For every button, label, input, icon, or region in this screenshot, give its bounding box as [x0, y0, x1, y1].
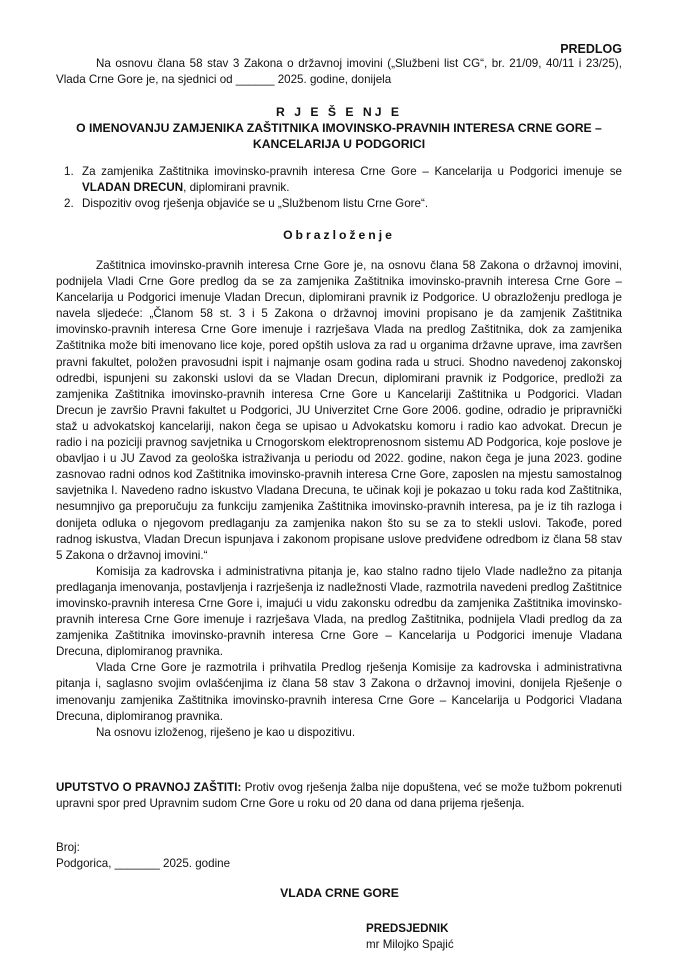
draft-label: PREDLOG	[560, 42, 622, 56]
item-text: Za zamjenika Zaštitnika imovinsko-pravnih interesa Crne Gore – Kancelarija u Podgorici imenuje se VLADAN DRECUN, diplomirani pravnik.	[82, 165, 622, 194]
reasoning-paragraph: Komisija za kadrovska i administrativna pitanja je, kao stalno radno tijelo Vlade nadležno za pitanja predlaganja imenovanja, postavljenja i razrješenja iz nadležnosti Vlade, razmotrila navedeni predlog Zaštitnice imovinsko-pravnih interesa Crne Gore i, imajući u vidu zakonsku odredbu da zamjenika Zaštitnika imovinsko-pravnih interesa Crne Gore imenuje i razrješava Vlada, na predlog Zaštitnika, podnijela Vladi predlog da za zamjenika Zaštitnika imovinsko-pravnih interesa Crne Gore – Kancelarija u Podgorici imenuje Vladana Drecuna, diplomiranog pravnika.	[56, 564, 622, 659]
reasoning-body	[56, 258, 622, 741]
signatory-role: PREDSJEDNIK	[366, 922, 449, 935]
reasoning-heading: Obrazloženje	[283, 228, 395, 242]
intro-paragraph: Na osnovu člana 58 stav 3 Zakona o državnoj imovini („Službeni list CG“, br. 21/09, 40/11 i 23/25), Vlada Crne Gore je, na sjednici od ______ 2025. godine, donijela	[56, 57, 622, 86]
item-number: 1.	[64, 165, 74, 178]
signatory-name: mr Milojko Spajić	[366, 938, 454, 951]
reasoning-paragraph: Zaštitnica imovinsko-pravnih interesa Crne Gore je, na osnovu člana 58 Zakona o državnoj imovini, podnijela Vladi Crne Gore predlog da se za zamjenika Zaštitnika imovinsko-pravnih interesa Crne Gore – Kancelarija u Podgorici imenuje Vladan Drecun, diplomirani pravnik iz Podgorice. U obrazloženju predloga je navela sljedeće: „Članom 58 st. 3 i 5 Zakona o državnoj imovini propisano je da zamjenik Zaštitnika imovinsko-pravnih interesa Crne Gore imenuje i razrješava Vlada na predlog Zaštitnika, dok za zamjenika Zaštitnika može biti imenovano lice koje, pored opštih uslova za rad u organima državne uprave, ima završen pravni fakultet, položen pravosudni ispit i najmanje osam godina rada u struci. Shodno navedenoj zakonskoj odredbi, ispunjeni su zakonski uslovi da se Vladan Drecun, diplomirani pravnik iz Podgorice, predloži za zamjenika Zaštitnika imovinsko-pravnih interesa Crne Gore u Kancelariji Zaštitnika u Podgorici. Vladan Drecun je završio Pravni fakultet u Podgorici, JU Univerzitet Crne Gore 2006. godine, odradio je pripravnički staž u advokatskoj kancelariji, nakon čega se upisao u Advokatsku komoru i radio kao advokat. Drecun je radio i na poziciji pravnog savjetnika u Crnogorskom elektroprenosnom sistemu AD Podgorica, koje poslove je obavljao i u JU Zavod za geološka istraživanja u periodu od 2022. godine, nakon čega je juna 2023. godine zasnovao radni odnos kod Zaštitnika imovinsko-pravnih interesa Crne Gore, zaposlen na mjestu samostalnog savjetnika I. Navedeno radno iskustvo Vladana Drecuna, te učinak koji je pokazao u toku rada kod Zaštitnika, nesumnjivo ga preporučuju za funkciju zamjenika Zaštitnika imovinsko-pravnih interesa, pa je iz tih razloga i donijeta odluka o njegovom predlaganju za zamjenika nakon što su se za to stekli uslovi. Takođe, pored radnog iskustva, Vladan Drecun ispunjava i zakonom propisane uslove predviđene odredbom iz člana 58 stav 5 Zakona o državnoj imovini.“	[56, 259, 622, 562]
dispositive-list	[56, 164, 622, 212]
dispositive-item	[56, 164, 622, 196]
legal-remedy-label: UPUTSTVO O PRAVNOJ ZAŠTITI:	[56, 781, 242, 794]
reasoning-paragraph: Na osnovu izloženog, riješeno je kao u dispozitivu.	[96, 725, 356, 739]
dispositive-item	[56, 196, 622, 212]
title-line-subject: O IMENOVANJU ZAMJENIKA ZAŠTITNIKA IMOVINSKO-PRAVNIH INTERESA CRNE GORE – KANCELARIJA U PODGORICI	[76, 121, 602, 151]
reasoning-paragraph: Vlada Crne Gore je razmotrila i prihvatila Predlog rješenja Komisije za kadrovska i administrativna pitanja i, saglasno svojim ovlašćenjima iz člana 58 stav 3 Zakona o državnoj imovini, donijela Rješenje o imenovanju zamjenika Zaštitnika imovinsko-pravnih interesa Crne Gore – Kancelarija u Podgorici Vladana Drecuna, diplomiranog pravnika.	[56, 661, 622, 723]
place-date: Podgorica, _______ 2025. godine	[56, 857, 231, 870]
reference-block	[56, 840, 230, 872]
item-text: Dispozitiv ovog rješenja objaviće se u „Službenom listu Crne Gore“.	[82, 197, 429, 210]
issuer: VLADA CRNE GORE	[280, 886, 399, 900]
document-title	[56, 104, 622, 152]
appointee-name: VLADAN DRECUN	[82, 181, 184, 194]
signature-block	[366, 921, 454, 953]
item-number: 2.	[64, 197, 74, 210]
reference-number: Broj:	[56, 841, 80, 854]
title-line-resolution: R J E Š E NJ E	[276, 105, 402, 119]
legal-remedy-notice	[56, 780, 622, 812]
legal-remedy-text: Protiv ovog rješenja žalba nije dopuštena, već se može tužbom pokrenuti upravni spor pred Upravnim sudom Crne Gore u roku od 20 dana od dana prijema rješenja.	[56, 781, 622, 810]
